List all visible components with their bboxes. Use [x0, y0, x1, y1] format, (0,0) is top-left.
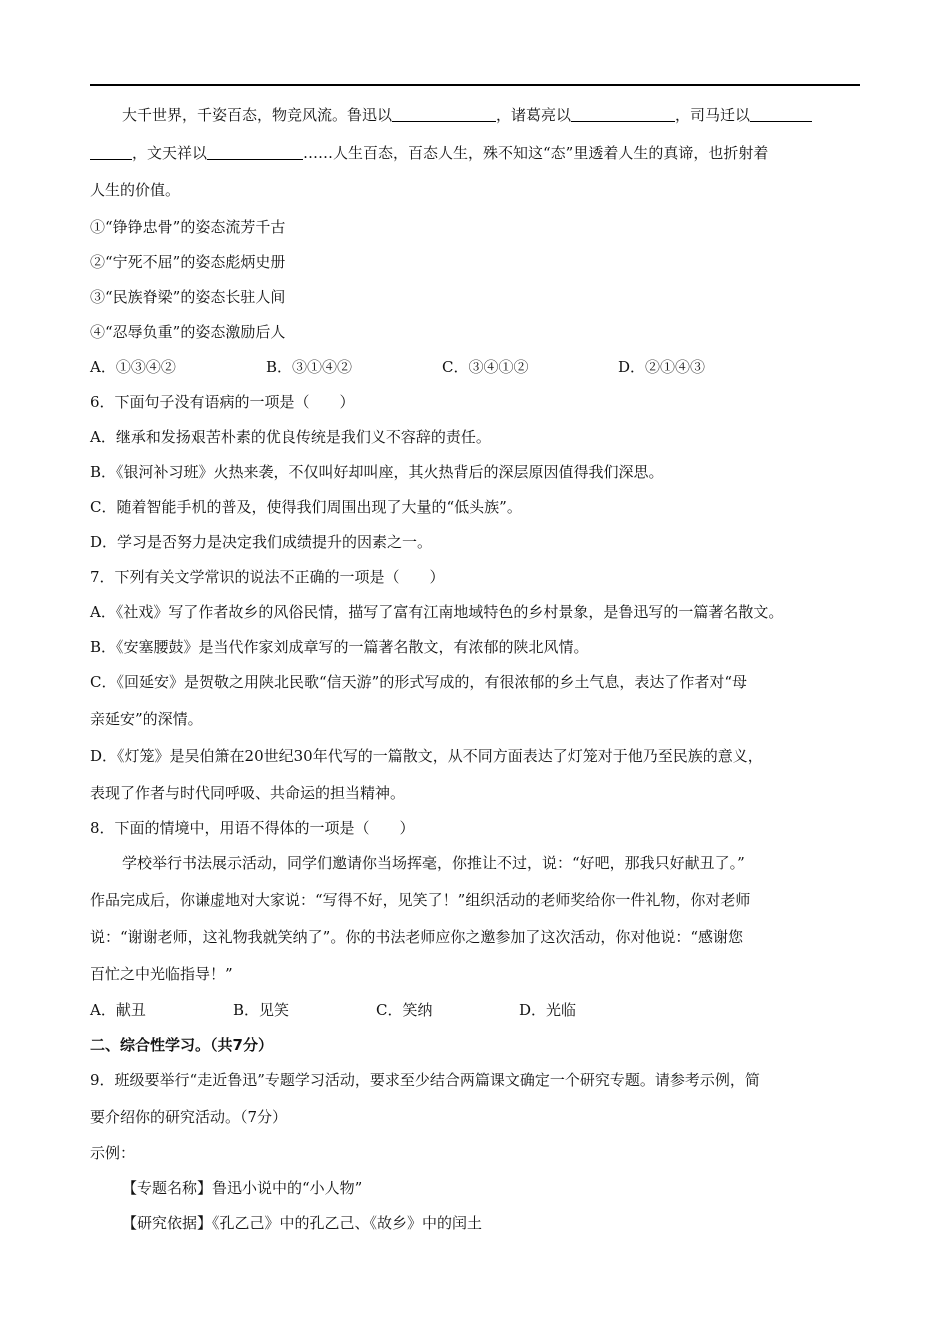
q6-option-d: D．学习是否努力是决定我们成绩提升的因素之一。 [90, 533, 433, 551]
q8-passage: 作品完成后，你谦虚地对大家说：“写得不好，见笑了！”组织活动的老师奖给你一件礼物，你对老师 [90, 891, 751, 909]
option-a: A．①③④② [90, 358, 176, 376]
option-b: B．③①④② [266, 358, 353, 376]
example-basis [122, 1212, 482, 1234]
q6-option-c: C．随着智能手机的普及，使得我们周围出现了大量的“低头族”。 [90, 498, 522, 516]
answer-blank [750, 107, 812, 122]
option-a: A．献丑 [90, 1001, 146, 1019]
q6-stem: 6．下面句子没有语病的一项是（ ） [90, 393, 355, 411]
q7-option-c: C．《回延安》是贺敬之用陕北民歌“信天游”的形式写成的，有很浓郁的乡土气息，表达了作者对“母 [90, 673, 747, 691]
section-title: 二、综合性学习。（共7分） [90, 1036, 273, 1054]
intro-item: ③“民族脊梁”的姿态长驻人间 [90, 288, 286, 306]
option-b: B．见笑 [233, 1001, 290, 1019]
answer-blank [392, 107, 496, 122]
basis-label: 【研究依据】 [122, 1214, 213, 1232]
topic-label: 【专题名称】 [122, 1179, 213, 1197]
q8-stem: 8．下面的情境中，用语不得体的一项是（ ） [90, 819, 415, 837]
header-rule [90, 84, 860, 86]
intro-options [90, 356, 705, 378]
q7-option-d: D．《灯笼》是吴伯箫在20世纪30年代写的一篇散文，从不同方面表达了灯笼对于他乃至民族的意义， [90, 747, 763, 765]
intro-item: ④“忍辱负重”的姿态激励后人 [90, 323, 286, 341]
option-d: D．光临 [519, 1001, 577, 1019]
intro-line-1: 大千世界，千姿百态，物竞风流。鲁迅以 ，诸葛亮以 ，司马迁以 [122, 104, 812, 126]
intro-line-3: 人生的价值。 [90, 181, 181, 199]
q8-passage: 百忙之中光临指导！” [90, 965, 233, 983]
option-d: D．②①④③ [618, 358, 706, 376]
q8-passage: 说：“谢谢老师，这礼物我就笑纳了”。你的书法老师应你之邀参加了这次活动，你对他说：“感谢您 [90, 928, 744, 946]
intro-item: ②“宁死不屈”的姿态彪炳史册 [90, 253, 286, 271]
q6-option-b: B．《银河补习班》火热来袭，不仅叫好却叫座，其火热背后的深层原因值得我们深思。 [90, 463, 664, 481]
q9-stem: 9．班级要举行“走近鲁迅”专题学习活动，要求至少结合两篇课文确定一个研究专题。请参考示例，简 [90, 1071, 760, 1089]
q8-passage: 学校举行书法展示活动，同学们邀请你当场挥毫，你推让不过，说：“好吧，那我只好献丑了。” [122, 854, 745, 872]
option-c: C．③④①② [442, 358, 529, 376]
example-label: 示例： [90, 1144, 136, 1162]
q7-option-c-cont: 亲延安”的深情。 [90, 710, 203, 728]
q7-option-d-cont: 表现了作者与时代同呼吸、共命运的担当精神。 [90, 784, 406, 802]
q7-option-a: A．《社戏》写了作者故乡的风俗民情，描写了富有江南地域特色的乡村景象，是鲁迅写的一篇著名散文。 [90, 603, 784, 621]
q9-stem-cont: 要介绍你的研究活动。（7分） [90, 1108, 288, 1126]
intro-item: ①“铮铮忠骨”的姿态流芳千古 [90, 218, 286, 236]
intro-line-2: ，文天祥以 ……人生百态，百态人生，殊不知这“态”里透着人生的真谛，也折射着 [90, 142, 768, 164]
example-topic [122, 1177, 362, 1199]
option-c: C．笑纳 [376, 1001, 433, 1019]
q7-stem: 7．下列有关文学常识的说法不正确的一项是（ ） [90, 568, 445, 586]
q7-option-b: B．《安塞腰鼓》是当代作家刘成章写的一篇著名散文，有浓郁的陕北风情。 [90, 638, 589, 656]
topic-value: 鲁迅小说中的“小人物” [212, 1179, 363, 1197]
basis-value: 《孔乙己》中的孔乙己、《故乡》中的闰土 [212, 1214, 483, 1232]
answer-blank [207, 145, 303, 160]
answer-blank [571, 107, 675, 122]
q8-options [90, 999, 576, 1021]
answer-blank [90, 145, 132, 160]
q6-option-a: A．继承和发扬艰苦朴素的优良传统是我们义不容辞的责任。 [90, 428, 491, 446]
